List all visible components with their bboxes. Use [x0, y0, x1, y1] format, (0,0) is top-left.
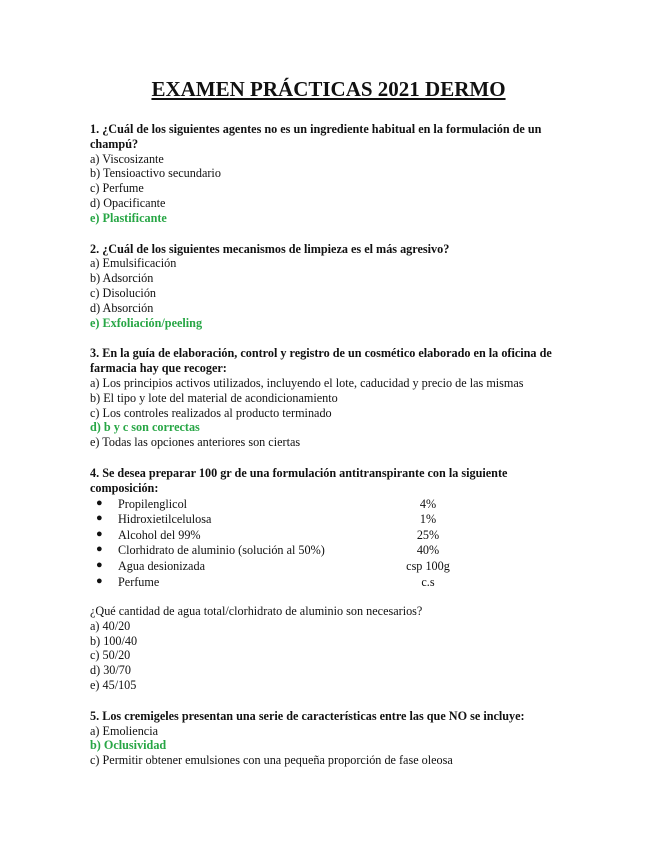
bullet-icon: ●: [96, 574, 103, 587]
composition-name: Propilenglicol: [118, 496, 188, 511]
composition-name: Clorhidrato de aluminio (solución al 50%): [118, 543, 325, 558]
composition-amount: csp 100g: [406, 558, 450, 573]
question-4: [90, 466, 567, 693]
composition-name: Perfume: [118, 574, 160, 589]
bullet-icon: ●: [96, 527, 103, 540]
exam-title: EXAMEN PRÁCTICAS 2021 DERMO: [151, 77, 506, 101]
question-1-option-e-correct: e) Plastificante: [90, 210, 167, 225]
composition-name: Hidroxietilcelulosa: [118, 512, 212, 527]
composition-item: [90, 559, 567, 575]
composition-amount: 25%: [416, 527, 440, 542]
composition-amount: 4%: [419, 496, 437, 511]
question-4-option-b: b) 100/40: [90, 633, 138, 648]
question-5-option-a: a) Emoliencia: [90, 723, 159, 738]
composition-item: [90, 497, 567, 513]
question-1-option-d: d) Opacificante: [90, 195, 166, 210]
composition-name: Alcohol del 99%: [118, 527, 201, 542]
question-4-option-c: c) 50/20: [90, 648, 131, 663]
question-2-option-c: c) Disolución: [90, 285, 157, 300]
question-4-option-e: e) 45/105: [90, 678, 137, 693]
question-3-option-b: b) El tipo y lote del material de acondicionamiento: [90, 390, 338, 405]
question-4-text: 4. Se desea preparar 100 gr de una formulación antitranspirante con la siguiente composición:: [90, 465, 508, 495]
question-5-text: 5. Los cremigeles presentan una serie de características entre las que NO se incluye:: [90, 708, 525, 723]
question-1-text: 1. ¿Cuál de los siguientes agentes no es un ingrediente habitual en la formulación de un champú?: [90, 122, 542, 151]
question-2-option-e-correct: e) Exfoliación/peeling: [90, 315, 203, 330]
question-4-option-d: d) 30/70: [90, 663, 131, 678]
composition-list: [90, 497, 567, 591]
question-2-text: 2. ¿Cuál de los siguientes mecanismos de limpieza es el más agresivo?: [90, 241, 450, 256]
question-2-option-a: a) Emulsificación: [90, 256, 177, 271]
question-3-option-d-correct: d) b y c son correctas: [90, 420, 200, 435]
question-1-option-c: c) Perfume: [90, 181, 144, 196]
question-4-subquestion: ¿Qué cantidad de agua total/clorhidrato de aluminio son necesarios?: [90, 604, 423, 619]
question-3-text: 3. En la guía de elaboración, control y registro de un cosmético elaborado en la oficina de farmacia hay que recoger:: [90, 346, 552, 376]
question-4-option-a: a) 40/20: [90, 618, 131, 633]
question-5-option-c: c) Permitir obtener emulsiones con una pequeña proporción de fase oleosa: [90, 753, 453, 768]
question-1-option-a: a) Viscosizante: [90, 151, 164, 166]
bullet-icon: ●: [96, 543, 103, 556]
question-3-option-c: c) Los controles realizados al producto terminado: [90, 405, 332, 420]
spacer: [90, 590, 567, 604]
composition-item: [90, 575, 567, 591]
composition-item: [90, 528, 567, 544]
bullet-icon: ●: [96, 558, 103, 571]
composition-amount: 40%: [416, 543, 440, 558]
question-1: [90, 122, 567, 226]
question-1-option-b: b) Tensioactivo secundario: [90, 166, 221, 181]
bullet-icon: ●: [96, 496, 103, 509]
composition-amount: c.s: [421, 574, 435, 589]
composition-amount: 1%: [419, 512, 437, 527]
question-2: [90, 242, 567, 331]
question-3-option-a: a) Los principios activos utilizados, incluyendo el lote, caducidad y precio de las mismas: [90, 375, 524, 390]
question-5: [90, 709, 567, 768]
question-3-option-e: e) Todas las opciones anteriores son ciertas: [90, 435, 301, 450]
composition-item: [90, 543, 567, 559]
question-2-option-d: d) Absorción: [90, 300, 154, 315]
question-5-option-b-correct: b) Oclusividad: [90, 738, 167, 753]
composition-name: Agua desionizada: [118, 558, 205, 573]
composition-item: [90, 512, 567, 528]
question-3: [90, 346, 567, 450]
question-2-option-b: b) Adsorción: [90, 271, 154, 286]
bullet-icon: ●: [96, 512, 103, 525]
